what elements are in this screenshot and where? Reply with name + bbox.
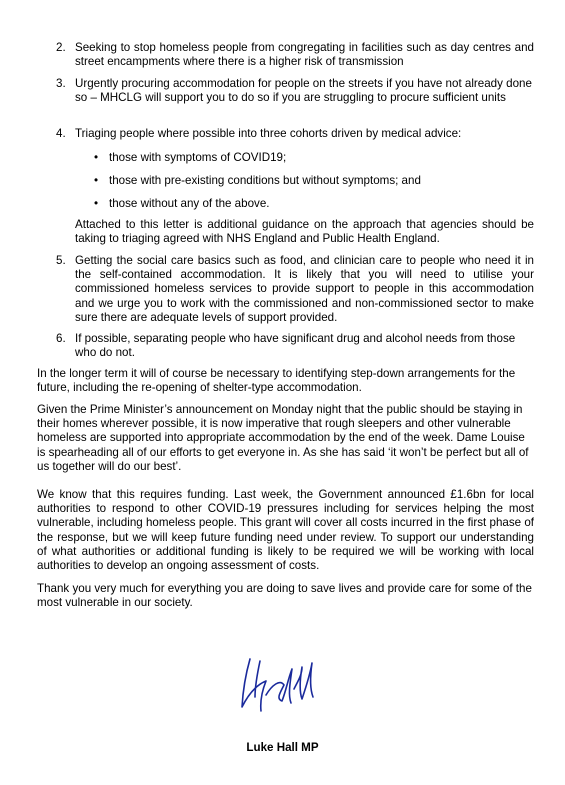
list-number: 2. bbox=[56, 41, 66, 54]
body-paragraph: In the longer term it will of course be necessary to identifying step-down arrangements for the future, including the re-opening of shelter-type accommodation. bbox=[37, 367, 516, 395]
bullet-text: those with pre-existing conditions but without symptoms; and bbox=[109, 174, 421, 187]
list-text: Urgently procuring accommodation for people on the streets if you have not already done so – MHCLG will support you to do so if you are struggling to procure sufficient units bbox=[75, 77, 532, 105]
list-text: Seeking to stop homeless people from congregating in facilities such as day centres and street encampments where there is a higher risk of transmission bbox=[75, 41, 534, 69]
list-number: 3. bbox=[56, 77, 66, 90]
bullet-glyph: • bbox=[94, 151, 99, 164]
body-paragraph: Given the Prime Minister’s announcement on Monday night that the public should be staying in their homes wherever possible, it is now imperative that rough sleepers and other vulnerable homeless are supported into appropriate accommodation by the end of the week. Dame Louise is spearheading all of our efforts to get everyone in. As she has said ‘it won’t be perfect but all of us together will do our best’. bbox=[37, 403, 529, 473]
bullet-text: those with symptoms of COVID19; bbox=[109, 151, 287, 164]
body-paragraph: Thank you very much for everything you are doing to save lives and provide care for some of the most vulnerable in our society. bbox=[37, 582, 532, 610]
list-text: If possible, separating people who have significant drug and alcohol needs from those who do not. bbox=[75, 332, 516, 360]
bullet-glyph: • bbox=[94, 197, 99, 210]
attached-guidance-note: Attached to this letter is additional guidance on the approach that agencies should be taking to triaging agreed with NHS England and Public Health England. bbox=[75, 218, 534, 246]
signatory-name: Luke Hall MP bbox=[246, 741, 319, 754]
bullet-glyph: • bbox=[94, 174, 99, 187]
list-text: Getting the social care basics such as food, and clinician care to people who need it in the self-contained accommodation. It is likely that you will need to utilise your commissioned homeless services to provide support to people in this accommodation and we urge you to work with the commissioned and non-commissioned sector to make sure there are adequate levels of support provided. bbox=[75, 254, 534, 324]
list-number: 4. bbox=[56, 127, 66, 140]
body-paragraph: We know that this requires funding. Last week, the Government announced £1.6bn for local authorities to respond to other COVID-19 pressures including for services helping the most vulnerable, including homeless people. This grant will cover all costs incurred in the first phase of the response, but we will keep future funding need under review. To support our understanding of what authorities or additional funding is likely to be required we will be working with local authorities to develop an ongoing assessment of costs. bbox=[37, 488, 534, 573]
list-number: 6. bbox=[56, 332, 66, 345]
list-text: Triaging people where possible into three cohorts driven by medical advice: bbox=[75, 127, 462, 140]
list-number: 5. bbox=[56, 254, 66, 267]
bullet-text: those without any of the above. bbox=[109, 197, 270, 210]
handwritten-signature bbox=[236, 655, 332, 715]
